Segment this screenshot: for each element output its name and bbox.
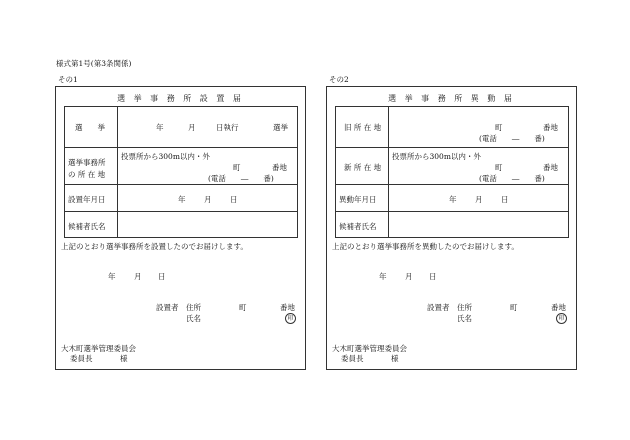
table-row: [65, 107, 297, 147]
date-year: 年: [379, 272, 387, 281]
addressee-line1: 大木町選挙管理委員会: [61, 344, 136, 353]
form2-caption: その2: [329, 75, 349, 84]
form-title: 選 挙 事 務 所 設 置 届: [117, 94, 244, 103]
candidate-name-field[interactable]: [389, 212, 568, 237]
table-row: [65, 211, 297, 237]
candidate-name-field[interactable]: [118, 212, 297, 237]
addressee-sama: 様: [120, 354, 128, 363]
table-row: [336, 184, 568, 211]
town-label: 町: [239, 303, 247, 312]
notice-table: [335, 106, 569, 238]
row-label: 候補者氏名: [65, 212, 118, 237]
table-row: [336, 147, 568, 184]
date-day: 日: [429, 272, 437, 281]
new-location-field[interactable]: 投票所から300m以内・外 町 番地 (電話 ― 番): [392, 152, 558, 183]
row-label: 選挙事務所 の 所 在 地: [65, 148, 118, 184]
establishment-notice-form: [55, 86, 306, 370]
address-label: 住所: [186, 303, 201, 312]
date-year: 年: [108, 272, 116, 281]
address-label: 住所: [457, 303, 472, 312]
table-row: [65, 147, 297, 184]
addressee-line1: 大木町選挙管理委員会: [332, 344, 407, 353]
notice-table: [64, 106, 298, 238]
table-row: [65, 184, 297, 211]
row-label: 設置年月日: [65, 185, 118, 211]
banchi-label: 番地: [280, 303, 295, 312]
name-label: 氏名: [186, 314, 201, 323]
statement-text: 上記のとおり選挙事務所を異動したのでお届けします。: [332, 242, 519, 251]
table-row: [336, 107, 568, 147]
banchi-label: 番地: [551, 303, 566, 312]
office-location-field[interactable]: 投票所から300m以内・外 町 番地 (電話 ― 番): [121, 152, 287, 183]
date-month: 月: [405, 272, 413, 281]
row-label: 候補者氏名: [336, 212, 389, 237]
row-label: 旧 所 在 地: [336, 107, 389, 147]
row-label: 新 所 在 地: [336, 148, 389, 184]
establishment-date-field[interactable]: 年 月 日: [178, 195, 238, 204]
table-row: [336, 211, 568, 237]
addressee-line2: 委員長: [341, 354, 364, 363]
statement-text: 上記のとおり選挙事務所を設置したのでお届けします。: [61, 242, 248, 251]
relocation-date-field[interactable]: 年 月 日: [449, 195, 509, 204]
submitter-label: 設置者: [156, 303, 179, 312]
town-label: 町: [510, 303, 518, 312]
form-number: 様式第1号(第3条関係): [56, 59, 132, 68]
date-day: 日: [158, 272, 166, 281]
seal-mark: 印: [285, 313, 296, 324]
row-label: 選 挙: [65, 107, 118, 147]
submitter-label: 設置者: [427, 303, 450, 312]
form1-caption: その1: [58, 75, 78, 84]
form-title: 選 挙 事 務 所 異 動 届: [388, 94, 515, 103]
old-location-field[interactable]: 町 番地 (電話 ― 番): [479, 123, 558, 143]
addressee-line2: 委員長: [70, 354, 93, 363]
election-date-field[interactable]: 年 月 日執行 選挙: [156, 123, 288, 132]
relocation-notice-form: [326, 86, 577, 370]
addressee-sama: 様: [391, 354, 399, 363]
row-label: 異動年月日: [336, 185, 389, 211]
name-label: 氏名: [457, 314, 472, 323]
seal-mark: 印: [556, 313, 567, 324]
date-month: 月: [134, 272, 142, 281]
